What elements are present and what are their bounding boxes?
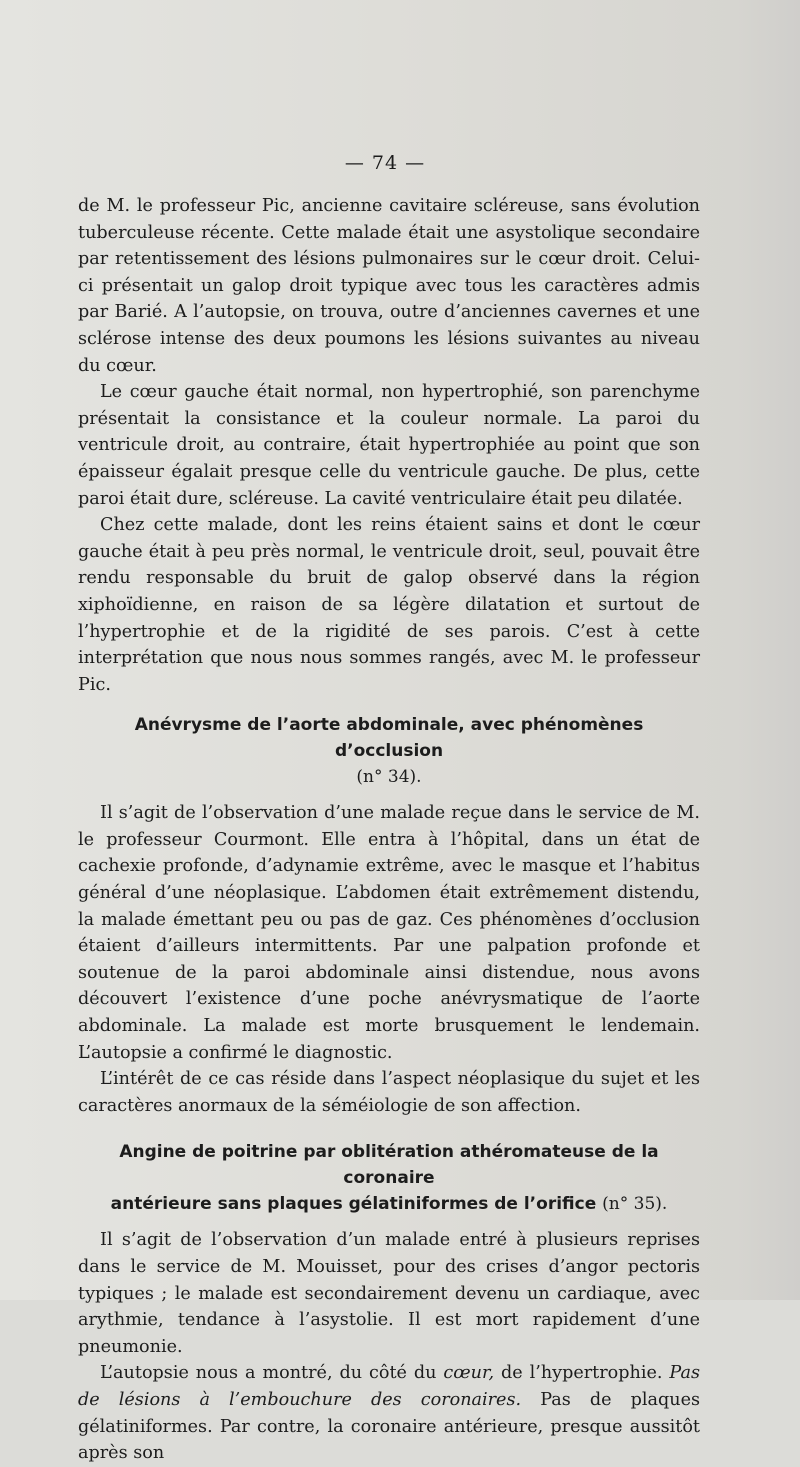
- section-heading-aneurysm: [78, 712, 700, 790]
- section-heading-angina: [78, 1139, 700, 1217]
- heading-angina-ref: (n° 35).: [602, 1194, 668, 1215]
- paragraph-interpretation: Chez cette malade, dont les reins étaient sains et dont le cœur gauche était à peu près normal, le ventricule droit, seul, pouvait être rendu responsable du bruit de galop observé dans la région xiphoïdienne, en raison de sa légère dilatation et surtout de l’hypertrophie et de la rigidité de ses parois. C’est à cette interprétation que nous nous sommes rangés, avec M. le professeur Pic.: [78, 515, 700, 695]
- paragraph-aneurysm-case: Il s’agit de l’observation d’une malade reçue dans le service de M. le professeur Courmont. Elle entra à l’hôpital, dans un état de cachexie profonde, d’adynamie extrême, avec le masque et l’habitus général d’une néoplasique. L’abdomen était extrêmement distendu, la malade émettant peu ou pas de gaz. Ces phénomènes d’occlusion étaient d’ailleurs intermittents. Par une palpation profonde et soutenue de la paroi abdominale ainsi distendue, nous avons découvert l’existence d’une poche anévrysmatique de l’aorte abdominale. La malade est morte brusquement le lendemain. L’autopsie a confirmé le diagnostic.: [78, 803, 700, 1063]
- paragraph-aneurysm-interest: L’intérêt de ce cas réside dans l’aspect néoplasique du sujet et les caractères anormaux de la séméiologie de son affection.: [78, 1069, 700, 1116]
- paragraph-continued-case: de M. le professeur Pic, ancienne cavitaire scléreuse, sans évolution tuberculeuse récente. Cette malade était une asystolique secondaire par retentissement des lésions pulmonaires sur le cœur droit. Celui-ci présentait un galop droit typique avec tous les caractères admis par Barié. A l’autopsie, on trouva, outre d’anciennes cavernes et une sclérose intense des deux poumons les lésions suivantes au niveau du cœur.: [78, 196, 700, 376]
- heading-aneurysm-ref: (n° 34).: [356, 767, 422, 788]
- autopsy-text-e: Pas de plaques gélatiniformes. Par contre, la coronaire antérieure, presque aussitôt après son: [78, 1389, 701, 1464]
- paragraph-angina-case: Il s’agit de l’observation d’un malade entré à plusieurs reprises dans le service de M. Mouisset, pour des crises d’angor pectoris typiques ; le malade est secondairement devenu un cardiaque, avec arythmie, tendance à l’asystolie. Il est mort rapidement d’une pneumonie.: [78, 1230, 700, 1357]
- page-content: [78, 193, 700, 1467]
- paragraph-left-heart: Le cœur gauche était normal, non hypertrophié, son parenchyme présentait la consistance et la couleur normale. La paroi du ventricule droit, au contraire, était hypertrophiée au point que son épaisseur égalait presque celle du ventricule gauche. De plus, cette paroi était dure, scléreuse. La cavité ventriculaire était peu dilatée.: [78, 382, 700, 509]
- autopsy-text-b: cœur,: [443, 1363, 495, 1384]
- page-number: — 74 —: [344, 152, 426, 174]
- autopsy-text-d: Pas de lésions à l’embouchure des coronaires.: [78, 1363, 700, 1410]
- heading-angina-line2: antérieure sans plaques gélatiniformes de l’orifice: [110, 1194, 597, 1215]
- heading-angina-line1: Angine de poitrine par oblitération athéromateuse de la coronaire: [119, 1142, 659, 1189]
- heading-aneurysm-title: Anévrysme de l’aorte abdominale, avec phénomènes d’occlusion: [134, 715, 644, 762]
- autopsy-text-a: L’autopsie nous a montré, du côté du: [100, 1363, 444, 1384]
- autopsy-text-c: de l’hypertrophie.: [494, 1363, 670, 1384]
- paragraph-autopsy: [78, 1360, 700, 1466]
